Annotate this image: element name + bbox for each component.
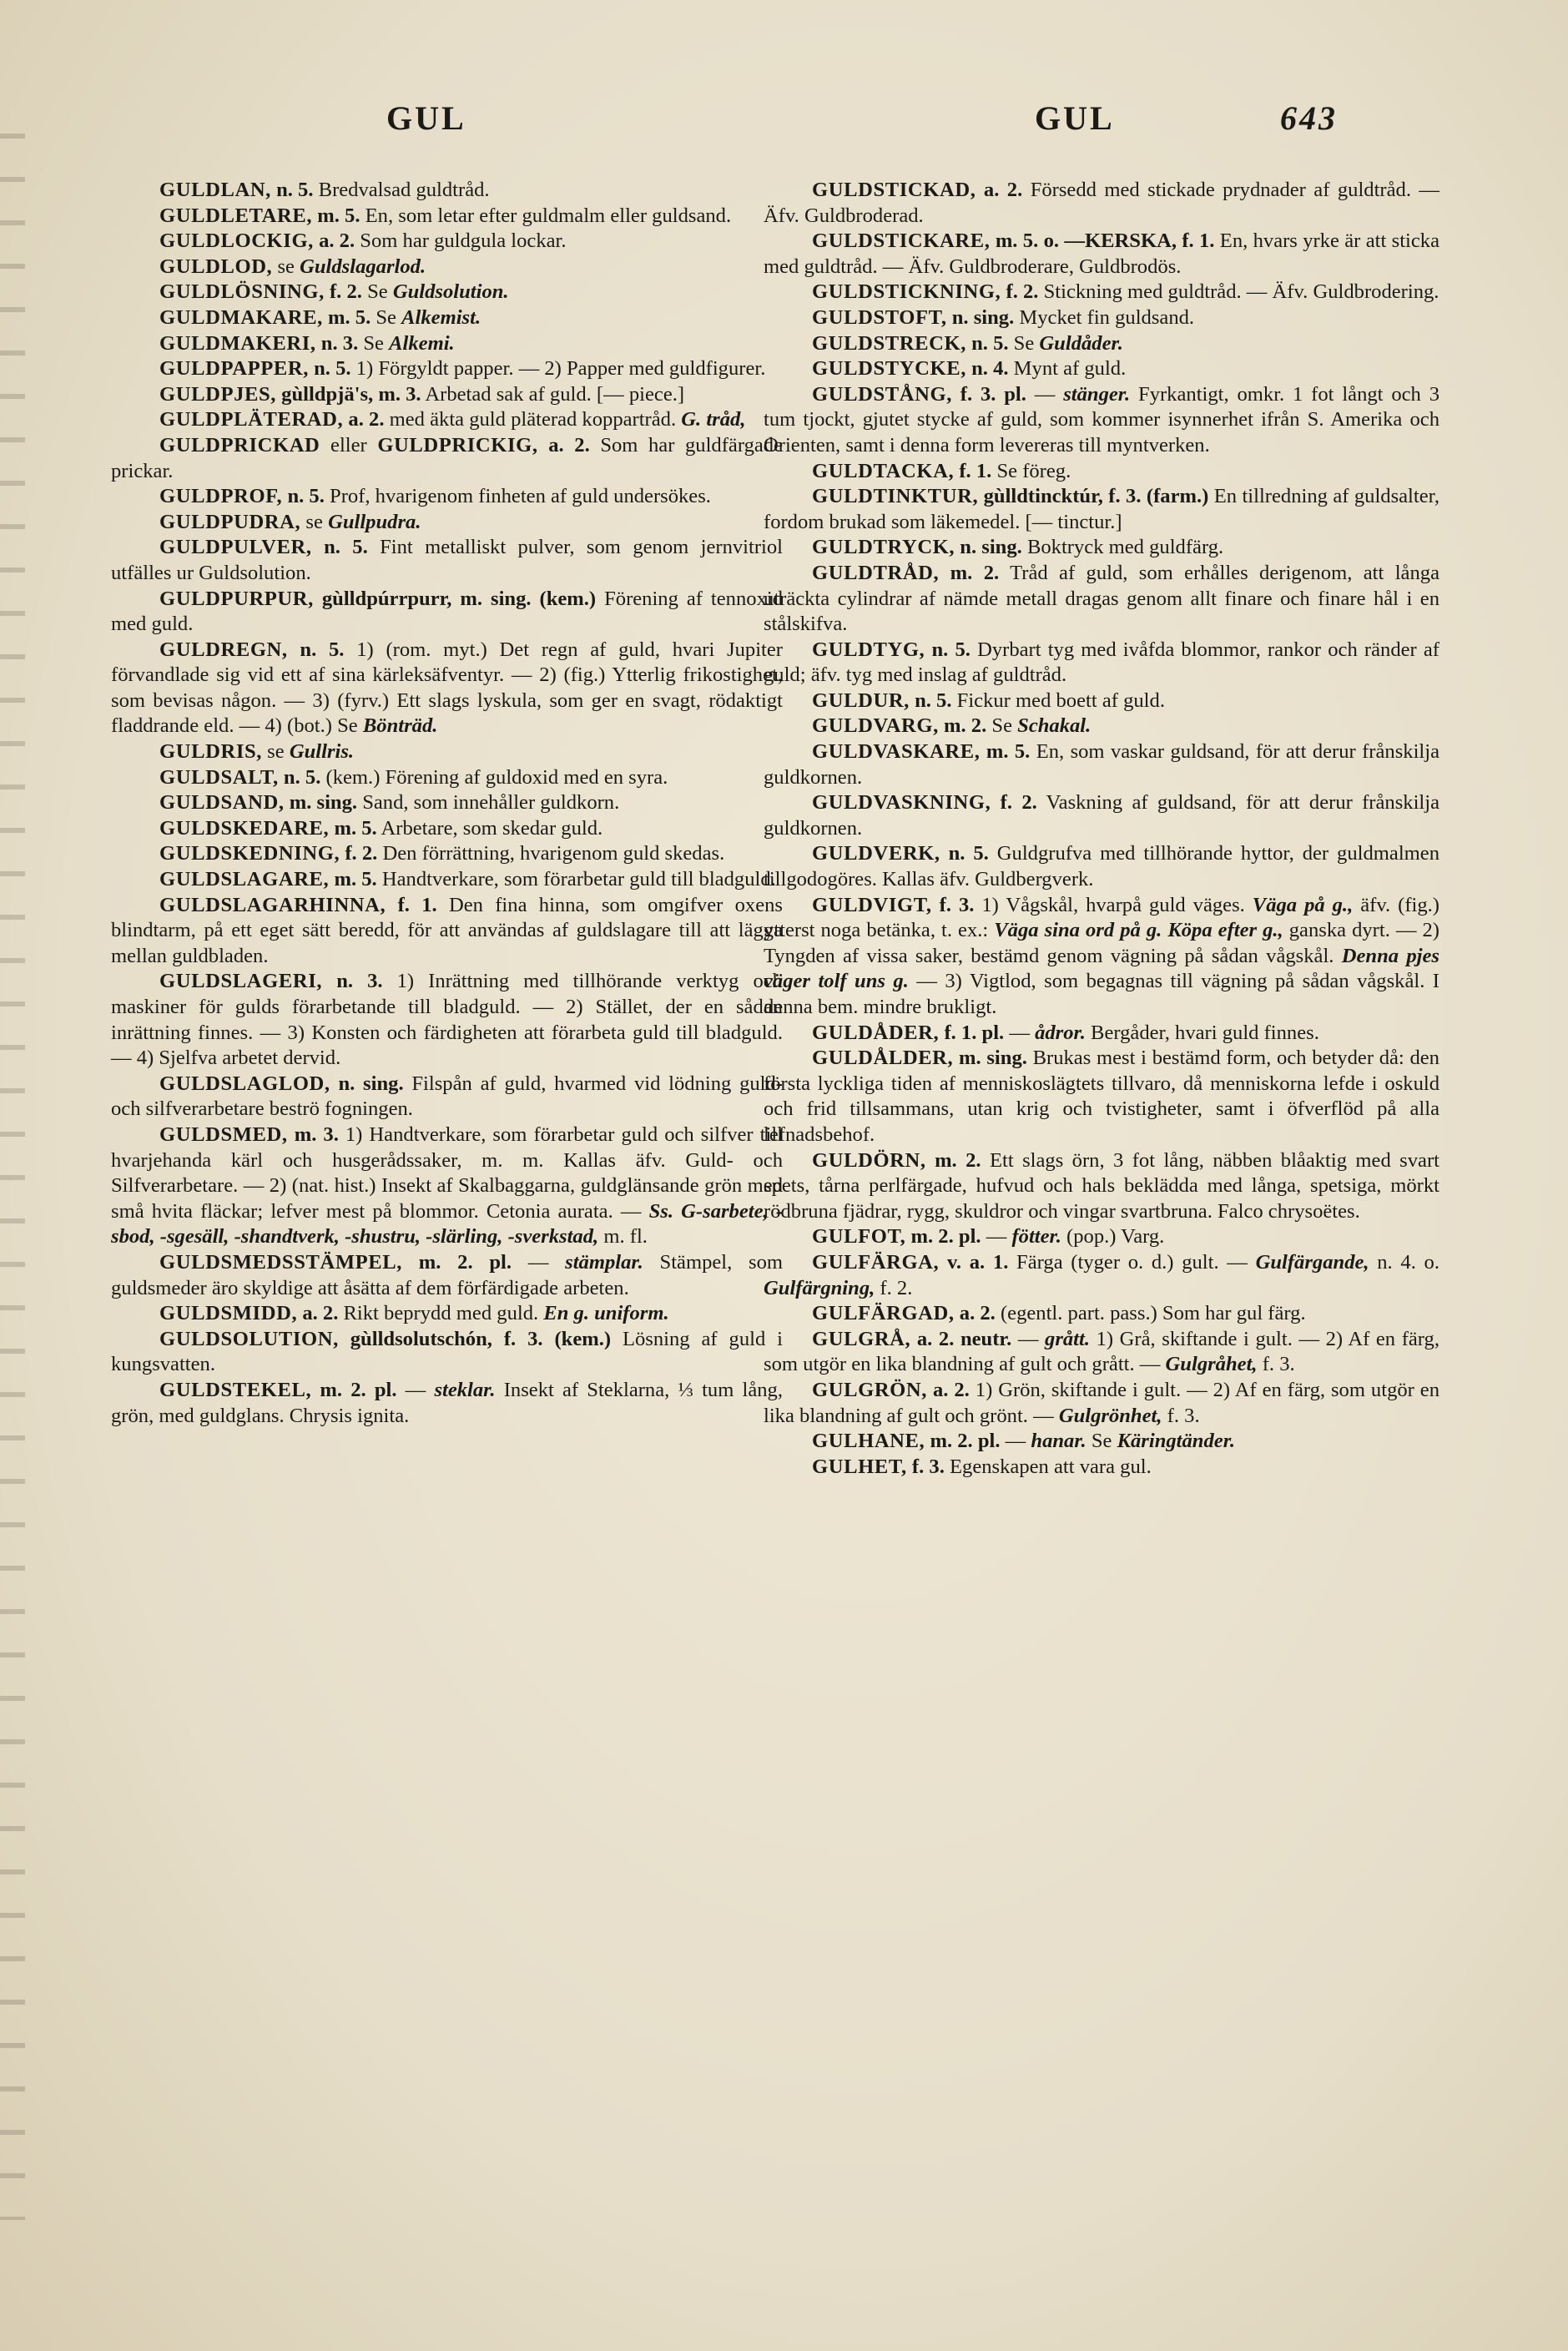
entry-text: Lösning af guld i kungsvatten. [111,1327,783,1376]
entry-reference: Bönträd. [362,714,438,738]
entry-grammar: f. 2. [1001,280,1039,304]
entry-text: Se [986,714,1018,738]
dictionary-entry [111,587,783,638]
entry-grammar: v. a. 1. [939,1250,1009,1274]
entry-headword: GULDSMEDSSTÄMPEL, [159,1250,403,1274]
entry-text: Se [358,331,390,355]
entry-text: Guldgrufva med tillhörande hyttor, der guldmalmen tillgodogöres. Kallas äfv. Guldbergverk. [764,842,1439,891]
entry-text: Den fina hinna, som omgifver oxens blindtarm, på ett eget sätt beredd, för att användas af guldslagare till att lägga mellan guldbladen. [111,893,783,967]
dictionary-entry [111,356,783,382]
dictionary-entry [764,178,1439,229]
entry-headword: GULDSLAGLOD, [159,1072,330,1095]
entry-grammar: a. 2. [297,1302,339,1325]
entry-grammar: f. 3. [906,1455,945,1478]
entry-text: — [1026,382,1064,406]
dictionary-entry [764,638,1439,689]
entry-grammar: m. 5. [312,204,360,227]
entry-text: Rikt beprydd med guld. [338,1302,544,1325]
entry-grammar: a. 2. [537,433,590,457]
entry-text: — [1004,1021,1036,1044]
entry-text: Prof, hvarigenom finheten af guld undersökes. [324,485,711,508]
entry-reference: Väga på g., [1252,893,1354,916]
entry-text: (egentl. part. pass.) Som har gul färg. [995,1302,1306,1325]
entry-headword: GULDLAN, [159,179,271,201]
entry-text: Se [1086,1430,1117,1453]
entry-grammar: a. 2. [343,408,385,431]
entry-grammar: n. 5. [278,765,321,789]
entry-reference: Schakal. [1017,714,1092,738]
dictionary-entry [764,280,1439,305]
dictionary-entry [111,841,783,867]
entry-headword: GULDSMED, [159,1123,288,1146]
entry-text: Tråd af guld, som erhålles derigenom, att långa uträckta cylindrar af nämde metall dragas genom allt finare och finare hål i en stålskifva. [764,561,1439,636]
entry-text: f. 3. [1257,1353,1295,1376]
dictionary-entry [111,867,783,893]
entry-headword: GULDSTÅNG, [812,382,952,406]
entry-headword: GULHANE, [812,1430,925,1453]
entry-headword: GULDLOCKIG, [159,230,314,253]
entry-grammar: gùlldpjä's, m. 3. [276,382,421,406]
entry-reference: Gullris. [289,740,355,764]
entry-reference: stämplar. [565,1250,643,1274]
dictionary-entry [111,229,783,255]
entry-headword: GULDTRÅD, [812,561,940,584]
entry-text: (kem.) Förening af guldoxid med en syra. [320,765,668,789]
entry-headword: GULDSALT, [159,765,279,789]
entry-headword: GULDPLÄTERAD, [159,408,344,431]
entry-headword: GULDLETARE, [159,204,313,227]
entry-headword: GULGRÅ, [812,1327,911,1350]
entry-headword: GULDVASKARE, [812,740,981,764]
entry-grammar: a. 2. neutr. [910,1327,1012,1350]
entry-grammar: f. 1. pl. [939,1021,1005,1044]
entry-text: — [1011,1327,1046,1350]
entry-text: Stämpel, som guldsmeder äro skyldige att åsätta af dem förfärdigade arbeten. [111,1250,784,1299]
entry-grammar: gùlldtincktúr, f. 3. (farm.) [978,485,1209,508]
entry-grammar: n. sing. [955,536,1022,559]
entry-headword: GULFOT, [812,1225,906,1249]
entry-headword: GULDRIS, [159,740,263,764]
entry-reference: Alkemist. [401,305,481,329]
entry-reference: grått. [1045,1327,1090,1350]
entry-headword: GULDTINKTUR, [812,485,979,508]
entry-reference: Gulgrönhet, [1058,1404,1162,1427]
entry-text: Den förrättning, hvarigenom guld skedas. [377,842,725,865]
entry-text: Fint metalliskt pulver, som genom jernvitriol utfälles ur Guldsolution. [111,536,783,584]
entry-text: Filspån af guld, hvarmed vid lödning guld- och silfverarbetare beströ fogningen. [111,1072,783,1121]
entry-text: — 3) Vigtlod, som begagnas till vägning på sådan vågskål. I denna bem. mindre brukligt. [764,970,1439,1018]
entry-reference: Käringtänder. [1117,1430,1236,1453]
dictionary-entry [764,561,1439,638]
entry-text: — [981,1225,1012,1249]
entry-headword: GULDPULVER, [159,536,312,559]
entry-grammar: m. 5. [329,816,377,840]
entry-headword: GULDVIGT, [812,893,932,916]
entry-headword: GULHET, [812,1455,907,1478]
running-head-right: GUL [1035,99,1115,137]
entry-grammar: n. 5. [282,485,325,508]
entry-text: Se [361,280,393,304]
entry-grammar: a. 2. [976,179,1023,201]
dictionary-entry [111,1301,783,1327]
dictionary-entry [764,356,1439,382]
entry-text: ganska dyrt. — 2) Tyngden af vissa saker, bestämd genom vägning på sådan vågskål. [764,919,1440,967]
entry-text: Vaskning af guldsand, för att derur frånskilja guldkornen. [764,791,1439,840]
entry-reference: G. tråd, [676,408,746,431]
entry-text: Insekt af Steklarna, ⅓ tum lång, grön, med guldglans. Chrysis ignita. [111,1378,784,1427]
entry-text: Brukas mest i bestämd form, och betyder då: den första lyckliga tiden af menniskoslägtets tillvaro, då menniskorna lefde i oskuld och frid tillsammans, utan krig och tvistigheter, samt i öfverflöd på alla lefnadsbehof. [764,1047,1439,1146]
entry-text: se [262,740,290,764]
dictionary-entry [111,765,783,791]
entry-headword: GULDTRYCK, [812,536,955,559]
dictionary-entry [111,204,783,230]
entry-text: Bergåder, hvari guld finnes. [1085,1021,1319,1044]
entry-grammar: n. 5. [925,638,971,661]
dictionary-entry [111,638,783,739]
entry-text: — [1000,1430,1031,1453]
entry-headword: GULDSOLUTION, [159,1327,339,1350]
dictionary-entry [111,178,783,204]
entry-reference: Alkemi. [389,331,455,355]
entry-headword: GULDSTICKARE, [812,230,991,253]
entry-reference: Denna pjes väger tolf uns g. [764,944,1439,993]
dictionary-entry [764,1148,1439,1225]
dictionary-entry [111,1327,783,1378]
entry-reference: ådror. [1035,1021,1086,1044]
entry-reference: Gulgråhet, [1165,1353,1258,1376]
entry-grammar: n. 3. [315,331,359,355]
entry-headword: GULDÅDER, [812,1021,940,1044]
entry-headword: GULDSTOFT, [812,305,947,329]
entry-text: En, som letar efter guldmalm eller guldsand. [360,204,732,227]
entry-text: Mynt af guld. [1008,357,1127,381]
entry-text: Sand, som innehåller guldkorn. [357,791,620,815]
entry-grammar: n. 3. [322,970,383,993]
left-column [111,178,783,1429]
dictionary-entry [764,714,1439,739]
entry-headword: GULDPJES, [159,382,277,406]
entry-text: — [512,1250,566,1274]
dictionary-entry [111,1072,783,1123]
entry-grammar: n. 5. [311,536,368,559]
entry-headword: GULDPRICKAD [159,433,320,457]
entry-grammar: n. 5. [308,357,351,381]
entry-grammar: m. 5. o. —KERSKA, f. 1. [990,230,1215,253]
entry-grammar: gùlldsolutschón, f. 3. (kem.) [338,1327,612,1350]
dictionary-entry [111,331,783,357]
entry-headword: GULFÄRGA, [812,1250,940,1274]
page-edge-shadow [0,134,25,2220]
entry-headword: GULDVASKNING, [812,791,991,815]
entry-text: n. 4. o. [1369,1250,1439,1274]
entry-grammar: f. 1. [954,459,992,482]
entry-headword: GULGRÖN, [812,1378,928,1401]
entry-grammar: n. 5. [966,331,1009,355]
entry-headword: GULDSAND, [159,791,285,815]
entry-text: (pop.) Varg. [1061,1225,1165,1249]
entry-headword: GULDSKEDARE, [159,816,330,840]
dictionary-entry [111,816,783,842]
entry-text: 1) Inrättning med tillhörande verktyg och maskiner för gulds förarbetande till bladguld. — 2) Stället, der en sådan inrättning finnes. — 3) Konsten och färdigheten att förarbeta guld till bladguld. — 4) Sjelfva arbetet dervid. [111,970,783,1070]
dictionary-entry [111,510,783,536]
dictionary-entry [111,790,783,816]
entry-text: En, som vaskar guldsand, för att derur frånskilja guldkornen. [764,740,1439,789]
entry-grammar: m. 2. [938,714,987,738]
entry-headword: GULDPRICKIG, [377,433,538,457]
entry-reference: steklar. [434,1378,496,1401]
dictionary-entry [764,1021,1439,1047]
page-number: 643 [1280,99,1338,137]
entry-text: Se föreg. [991,459,1071,482]
dictionary-entry [111,535,783,586]
entry-grammar: m. 2. pl. [402,1250,512,1274]
dictionary-entry [764,1327,1439,1378]
entry-grammar: f. 2. [991,791,1037,815]
entry-text: eller [320,433,378,457]
entry-text: Fickur med boett af guld. [951,689,1165,712]
dictionary-entry [111,484,783,510]
entry-grammar: m. 2. pl. [905,1225,981,1249]
dictionary-entry [111,280,783,305]
entry-text: 1) Grå, skiftande i gult. — 2) Af en färg, som utgör en lika blandning af gult och grått. — [764,1327,1439,1376]
dictionary-entry [764,535,1439,561]
entry-grammar: n. 5. [287,638,345,661]
dictionary-entry [111,739,783,765]
entry-reference: Ss. G-sarbete, -sbod, -sgesäll, -shandtverk, -shustru, -slärling, -sverkstad, [111,1199,784,1249]
dictionary-entry [764,229,1439,280]
dictionary-entry [764,1378,1439,1429]
entry-reference: Guldsolution. [392,280,509,304]
entry-text: Egenskapen att vara gul. [944,1455,1152,1478]
entry-text: Arbetad sak af guld. [— piece.] [421,382,685,406]
dictionary-entry [764,484,1439,535]
entry-text: En tillredning af guldsalter, fordom brukad som läkemedel. [— tinctur.] [764,485,1439,533]
entry-reference: fötter. [1011,1225,1061,1249]
entry-headword: GULDSKEDNING, [159,842,340,865]
entry-text: med äkta guld pläterad koppartråd. [384,408,677,431]
dictionary-entry [111,382,783,408]
entry-headword: GULDPURPUR, [159,587,314,610]
entry-headword: GULDPUDRA, [159,510,301,533]
entry-reference: Guldåder. [1039,331,1123,355]
entry-headword: GULDSMIDD, [159,1302,298,1325]
entry-grammar: n. 5. [909,689,952,712]
entry-text: Arbetare, som skedar guld. [376,816,603,840]
entry-headword: GULDLÖSNING, [159,280,325,304]
dictionary-entry [764,1224,1439,1250]
entry-headword: GULDREGN, [159,638,288,661]
running-head [0,98,1568,149]
entry-grammar: m. sing. [284,791,358,815]
entry-grammar: n. 5. [270,179,314,201]
entry-grammar: m. 2. pl. [311,1378,397,1401]
entry-text: 1) Vågskål, hvarpå guld väges. [974,893,1253,916]
entry-text: Se [1008,331,1040,355]
entry-text: m. fl. [598,1225,648,1249]
entry-grammar: a. 2. [313,230,355,253]
entry-headword: GULDMAKERI, [159,331,316,355]
dictionary-entry [111,893,783,970]
entry-headword: GULDVERK, [812,842,940,865]
entry-text: 1) Förgyldt papper. — 2) Papper med guldfigurer. [350,357,766,381]
entry-headword: GULDSTEKEL, [159,1378,312,1401]
dictionary-entry [111,969,783,1071]
entry-text: En, hvars yrke är att sticka med guldtråd. — Äfv. Guldbroderare, Guldbrodös. [764,230,1439,278]
dictionary-entry [764,739,1439,790]
dictionary-entry [764,790,1439,841]
entry-text: Se [371,305,402,329]
entry-reference: Guldslagarlod. [300,255,426,278]
entry-headword: GULDÖRN, [812,1148,926,1172]
entry-headword: GULDSTICKNING, [812,280,1001,304]
entry-grammar: a. 2. [954,1302,996,1325]
entry-headword: GULDPAPPER, [159,357,309,381]
dictionary-entry [111,1123,783,1250]
dictionary-entry [111,255,783,280]
entry-grammar: f. 2. [340,842,378,865]
dictionary-entry [764,841,1439,892]
entry-headword: GULDÅLDER, [812,1047,954,1070]
entry-text: Som har guldfärgade prickar. [111,433,783,482]
entry-grammar: n. 4. [966,357,1009,381]
entry-grammar: m. 2. [925,1148,981,1172]
entry-grammar: a. 2. [927,1378,970,1401]
dictionary-entry [111,1250,783,1301]
dictionary-entry [764,1455,1439,1481]
entry-grammar: m. 5. [980,740,1031,764]
entry-grammar: f. 3. pl. [951,382,1026,406]
entry-reference: Gullpudra. [328,510,421,533]
entry-grammar: m. 5. [322,305,371,329]
entry-headword: GULDUR, [812,689,910,712]
dictionary-entry [764,331,1439,357]
entry-text: 1) Handtverkare, som förarbetar guld och silfver till hvarjehanda kärl och husgerådssaker, m. m. Kallas äfv. Guld- och Silfverarbetare. — 2) (nat. hist.) Insekt af Skalbaggarna, guldglänsande grön med små hvita fläckar; lefver mest på blommor. Cetonia aurata. — [111,1123,783,1223]
entry-text: 1) (rom. myt.) Det regn af guld, hvari Jupiter förvandlade sig vid ett af sina kärleksäfventyr. — 2) (fig.) Ytterlig frikostighet, som bevisas någon. — 3) (fyrv.) Ett slags lyskula, som ger en svagt, rödaktigt fladdrande eld. — 4) (bot.) Se [111,638,783,738]
entry-text: f. 2. [875,1276,913,1299]
entry-headword: GULDTYG, [812,638,925,661]
entry-grammar: n. 5. [940,842,989,865]
running-head-left: GUL [386,99,466,137]
entry-grammar: gùlldpúrrpurr, m. sing. (kem.) [313,587,597,610]
entry-text: f. 3. [1162,1404,1200,1427]
entry-headword: GULDPROF, [159,485,283,508]
dictionary-entry [764,382,1439,459]
entry-grammar: m. sing. [953,1047,1027,1070]
entry-headword: GULDSLAGARE, [159,868,330,891]
entry-grammar: n. sing. [330,1072,404,1095]
entry-grammar: m. 2. pl. [925,1430,1001,1453]
entry-reference: Väga sina ord på g. Köpa efter g., [994,919,1283,942]
entry-grammar: f. 2. [324,280,362,304]
entry-headword: GULFÄRGAD, [812,1302,955,1325]
dictionary-entry [764,1250,1439,1301]
entry-grammar: m. 5. [329,868,377,891]
entry-text: Dyrbart tyg med ivåfda blommor, rankor och ränder af guld; äfv. tyg med inslag af guldtråd. [764,638,1439,687]
entry-reference: Gulfärgning, [764,1276,875,1299]
entry-text: Försedd med stickade prydnader af guldtråd. — Äfv. Guldbroderad. [764,179,1439,227]
entry-text: Stickning med guldtråd. — Äfv. Guldbrodering. [1038,280,1439,304]
entry-headword: GULDVARG, [812,714,939,738]
entry-text: Bredvalsad guldtråd. [313,179,490,201]
dictionary-entry [764,459,1439,485]
entry-headword: GULDSLAGERI, [159,970,323,993]
entry-headword: GULDSTYCKE, [812,357,966,381]
entry-text: Som har guldgula lockar. [355,230,567,253]
entry-grammar: m. 2. [939,561,1000,584]
entry-grammar: f. 1. [386,893,437,916]
dictionary-entry [111,407,783,433]
dictionary-entry [111,1378,783,1429]
dictionary-entry [764,893,1439,1021]
right-column [764,178,1439,1480]
entry-text: Ett slags örn, 3 fot lång, näbben blåaktig med svart spets, tårna perlfärgade, hufvud och hals beklädda med långa, spetsiga, mörkt rödbruna fjädrar, rygg, skuldror och vingar svartbruna. Falco chrysoëtes. [764,1148,1439,1223]
entry-text: se [272,255,300,278]
entry-text: Boktryck med guldfärg. [1021,536,1224,559]
entry-headword: GULDSTICKAD, [812,179,976,201]
entry-reference: Gulfärgande, [1255,1250,1369,1274]
dictionary-entry [111,305,783,331]
entry-headword: GULDTACKA, [812,459,955,482]
entry-text: Förening af tennoxid med guld. [111,587,783,636]
entry-text: Färga (tyger o. d.) gult. — [1008,1250,1256,1274]
dictionary-entry [764,305,1439,331]
dictionary-entry [764,689,1439,714]
entry-grammar: n. sing. [946,305,1015,329]
entry-headword: GULDSTRECK, [812,331,966,355]
entry-text: se [300,510,329,533]
entry-headword: GULDMAKARE, [159,305,323,329]
entry-reference: En g. uniform. [543,1302,669,1325]
entry-reference: hanar. [1031,1430,1087,1453]
entry-text: Handtverkare, som förarbetar guld till bladguld. [376,868,776,891]
entry-text: 1) Grön, skiftande i gult. — 2) Af en färg, som utgör en lika blandning af gult och grönt. — [764,1378,1440,1427]
entry-text: — [396,1378,435,1401]
dictionary-entry [764,1301,1439,1327]
entry-reference: stänger. [1063,382,1131,406]
entry-grammar: m. 3. [287,1123,339,1146]
dictionary-entry [764,1429,1439,1455]
entry-text: Fyrkantigt, omkr. 1 fot långt och 3 tum tjockt, gjutet stycke af guld, som kommer isynnerhet ifrån S. Amerika och Orienten, samt i denna form levereras till myntverken. [764,382,1439,457]
entry-text: äfv. (fig.) ytterst noga betänka, t. ex.: [764,893,1439,942]
dictionary-entry [764,1046,1439,1148]
entry-text: Mycket fin guldsand. [1014,305,1195,329]
entry-headword: GULDSLAGARHINNA, [159,893,386,916]
entry-grammar: f. 3. [931,893,975,916]
dictionary-entry [111,433,783,484]
entry-headword: GULDLOD, [159,255,273,278]
